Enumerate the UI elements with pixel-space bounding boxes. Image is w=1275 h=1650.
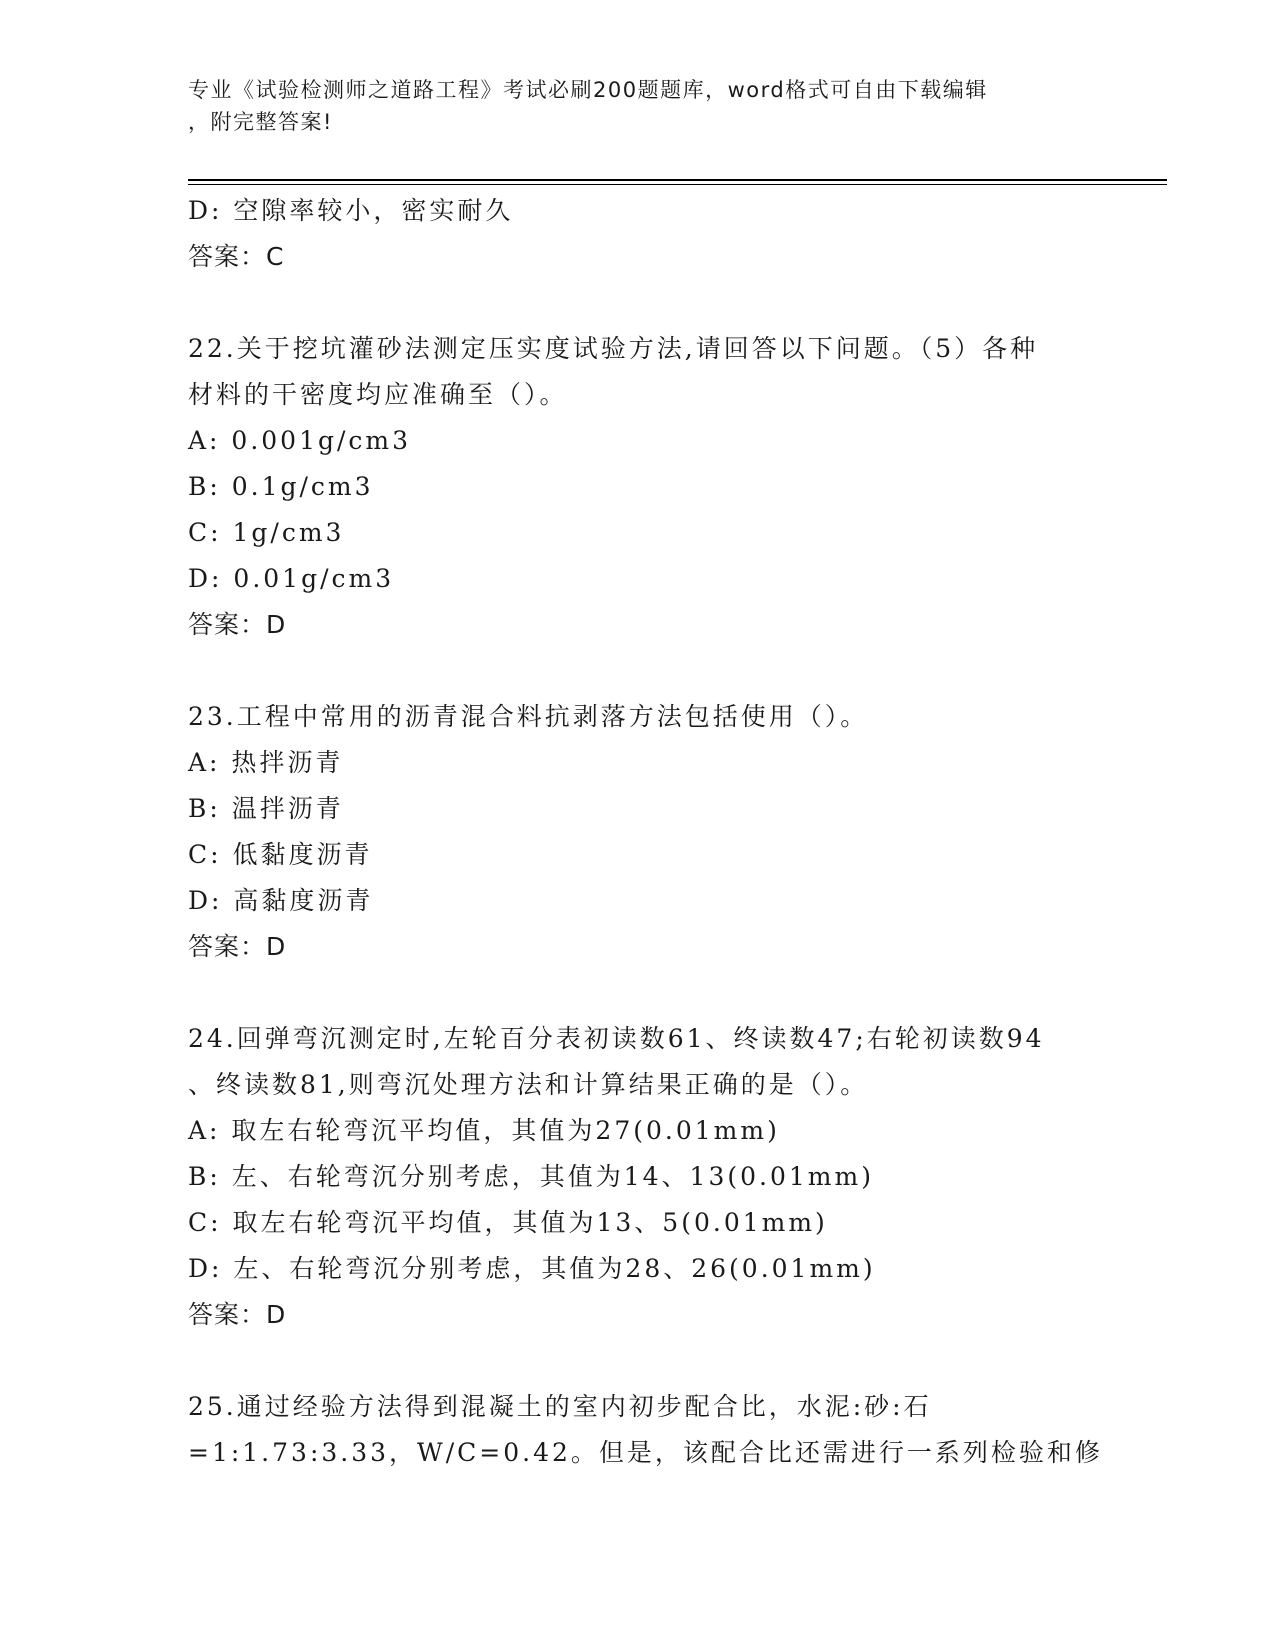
spacer xyxy=(188,1338,1088,1384)
question-22 xyxy=(188,326,1088,648)
answer: 答案：D xyxy=(188,932,287,961)
question-23 xyxy=(188,694,1088,970)
option-c: C: 低黏度沥青 xyxy=(188,840,373,869)
question-24 xyxy=(188,1016,1088,1338)
header-title-line-1: 专业《试验检测师之道路工程》考试必刷200题题库，word格式可自由下载编辑 xyxy=(188,78,988,102)
question-text-line-2: =1:1.73:3.33，W/C=0.42。但是，该配合比还需进行一系列检验和修 xyxy=(188,1438,1103,1467)
option-c: C: 1g/cm3 xyxy=(188,518,345,547)
question-21-tail xyxy=(188,188,1088,280)
header-divider-thin xyxy=(188,184,1167,185)
spacer xyxy=(188,970,1088,1016)
option-d: D: 左、右轮弯沉分别考虑，其值为28、26(0.01mm) xyxy=(188,1254,876,1283)
option-b: B: 0.1g/cm3 xyxy=(188,472,374,501)
option-a: A: 0.001g/cm3 xyxy=(188,426,412,455)
option-c: C: 取左右轮弯沉平均值，其值为13、5(0.01mm) xyxy=(188,1208,828,1237)
header-title-line-2: ，附完整答案! xyxy=(188,110,333,134)
option-d: D: 0.01g/cm3 xyxy=(188,564,395,593)
page-header xyxy=(188,74,1088,138)
spacer xyxy=(188,280,1088,326)
question-text-line-2: 材料的干密度均应准确至（）。 xyxy=(188,380,568,409)
option-d: D: 高黏度沥青 xyxy=(188,886,374,915)
option-d: D: 空隙率较小，密实耐久 xyxy=(188,196,514,225)
document-body xyxy=(188,188,1103,1476)
answer: 答案：D xyxy=(188,610,287,639)
question-text-line-1: 24.回弹弯沉测定时,左轮百分表初读数61、终读数47;右轮初读数94 xyxy=(188,1024,1045,1053)
option-a: A: 取左右轮弯沉平均值，其值为27(0.01mm) xyxy=(188,1116,780,1145)
question-text-line-1: 23.工程中常用的沥青混合料抗剥落方法包括使用（）。 xyxy=(188,702,869,731)
question-25 xyxy=(188,1384,1103,1476)
spacer xyxy=(188,648,1088,694)
question-text-line-1: 25.通过经验方法得到混凝土的室内初步配合比，水泥:砂:石 xyxy=(188,1392,932,1421)
option-b: B: 温拌沥青 xyxy=(188,794,344,823)
header-divider-thick xyxy=(188,179,1167,181)
option-a: A: 热拌沥青 xyxy=(188,748,344,777)
answer: 答案：C xyxy=(188,242,285,271)
answer: 答案：D xyxy=(188,1300,287,1329)
question-text-line-2: 、终读数81,则弯沉处理方法和计算结果正确的是（）。 xyxy=(188,1070,869,1099)
option-b: B: 左、右轮弯沉分别考虑，其值为14、13(0.01mm) xyxy=(188,1162,874,1191)
question-text-line-1: 22.关于挖坑灌砂法测定压实度试验方法,请回答以下问题。（5）各种 xyxy=(188,334,1039,363)
